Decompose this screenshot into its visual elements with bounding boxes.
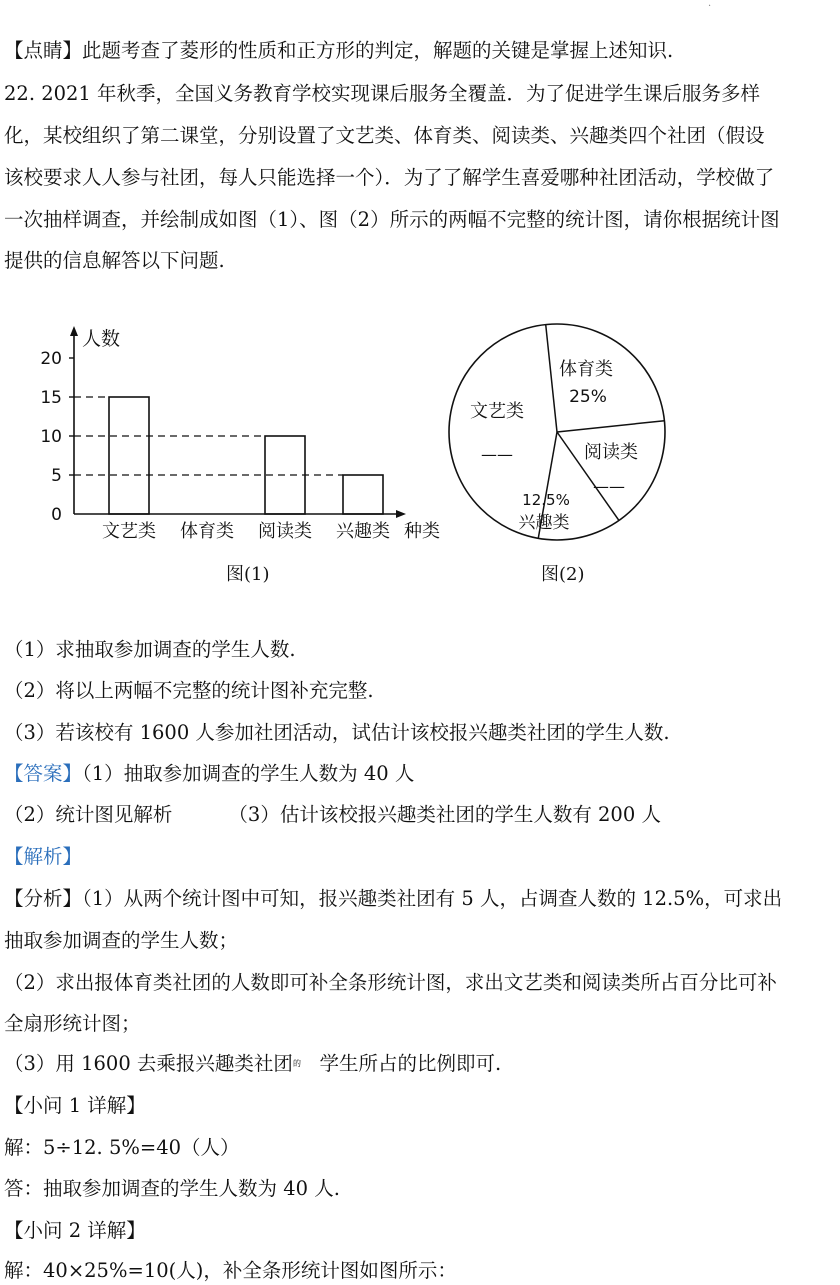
category-label: 文艺类	[102, 521, 156, 542]
pie-chart-caption: 图(2)	[541, 564, 585, 585]
fenxi-line-2: 抽取参加调查的学生人数；	[4, 929, 239, 952]
pie-radius	[546, 325, 557, 432]
answer-1: （1）抽取参加调查的学生人数为 40 人	[82, 762, 415, 785]
solution-2: 解：40×25%=10(人)，补全条形统计图如图所示：	[4, 1259, 457, 1282]
question-line-4: 一次抽样调查，并绘制成如图（1）、图（2）所示的两幅不完整的统计图，请你根据统计图	[4, 208, 780, 231]
question-3: （3）若该校有 1600 人参加社团活动，试估计该校报兴趣类社团的学生人数.	[4, 721, 670, 744]
dianjing-text: 【点睛】此题考查了菱形的性质和正方形的判定，解题的关键是掌握上述知识.	[4, 39, 674, 62]
corner-mark: ·	[708, 1, 712, 12]
pie-chart	[440, 314, 680, 554]
y-axis-arrow	[70, 326, 78, 336]
question-2: （2）将以上两幅不完整的统计图补充完整.	[4, 679, 374, 702]
pie-radius	[557, 421, 664, 432]
pie-label-xingqu: 兴趣类	[518, 513, 570, 533]
pie-value-xingqu: 12.5%	[522, 491, 570, 509]
pie-label-wenyi: 文艺类	[470, 401, 524, 422]
category-label: 兴趣类	[336, 521, 390, 542]
x-axis-arrow	[396, 510, 406, 518]
pie-label-yuedu: 阅读类	[584, 442, 638, 463]
pie-blank-wenyi: ——	[481, 445, 513, 464]
xiaowen-2-heading: 【小问 2 详解】	[4, 1219, 146, 1242]
answer-3: （3）估计该校报兴趣类社团的学生人数有 200 人	[228, 803, 661, 826]
bar-1	[109, 397, 149, 514]
question-line-2: 化，某校组织了第二课堂，分别设置了文艺类、体育类、阅读类、兴趣类四个社团（假设	[4, 124, 765, 147]
y-tick-label: 5	[51, 466, 62, 486]
question-line-5: 提供的信息解答以下问题.	[4, 249, 225, 272]
fenxi-line-5a: （3）用 1600 去乘报兴趣类社团	[4, 1052, 293, 1075]
fenxi-line-1: 【分析】（1）从两个统计图中可知，报兴趣类社团有 5 人，占调查人数的 12.5%，可求出	[4, 887, 783, 910]
answer-tag: 【答案】	[4, 762, 83, 785]
xiaowen-1-heading: 【小问 1 详解】	[4, 1094, 146, 1117]
y-tick-label: 15	[40, 388, 62, 408]
category-label: 阅读类	[258, 521, 312, 542]
fenxi-line-5	[4, 1051, 501, 1077]
analysis-tag: 【解析】	[4, 845, 83, 868]
bar-chart	[40, 318, 460, 553]
fenxi-mark: 的	[292, 1059, 301, 1068]
question-line-1: 22. 2021 年秋季，全国义务教育学校实现课后服务全覆盖．为了促进学生课后服务多样	[4, 82, 761, 105]
y-tick-label: 10	[40, 427, 62, 447]
bar-4	[343, 475, 383, 514]
bar-chart-caption: 图(1)	[226, 564, 270, 585]
fenxi-line-4: 全扇形统计图；	[4, 1012, 141, 1035]
answer-line-2	[4, 802, 661, 828]
answer-statement-1: 答：抽取参加调查的学生人数为 40 人.	[4, 1177, 340, 1200]
y-tick-label: 20	[40, 349, 62, 369]
question-line-3: 该校要求人人参与社团，每人只能选择一个）．为了了解学生喜爱哪种社团活动，学校做了	[4, 166, 775, 189]
pie-label-tiyu: 体育类	[559, 359, 613, 380]
y-tick-label: 0	[51, 505, 62, 525]
y-axis-label: 人数	[82, 328, 121, 350]
category-label: 体育类	[180, 521, 234, 542]
pie-value-tiyu: 25%	[569, 387, 607, 407]
question-1: （1）求抽取参加调查的学生人数.	[4, 638, 296, 661]
pie-blank-yuedu: ——	[593, 477, 625, 496]
fenxi-line-3: （2）求出报体育类社团的人数即可补全条形统计图，求出文艺类和阅读类所占百分比可补	[4, 971, 777, 994]
answer-line-1	[4, 761, 414, 787]
solution-1: 解：5÷12. 5%=40（人）	[4, 1136, 240, 1159]
answer-2: （2）统计图见解析	[4, 803, 173, 826]
fenxi-line-5b: 学生所占的比例即可.	[319, 1052, 502, 1075]
x-axis-label: 种类	[404, 521, 440, 542]
